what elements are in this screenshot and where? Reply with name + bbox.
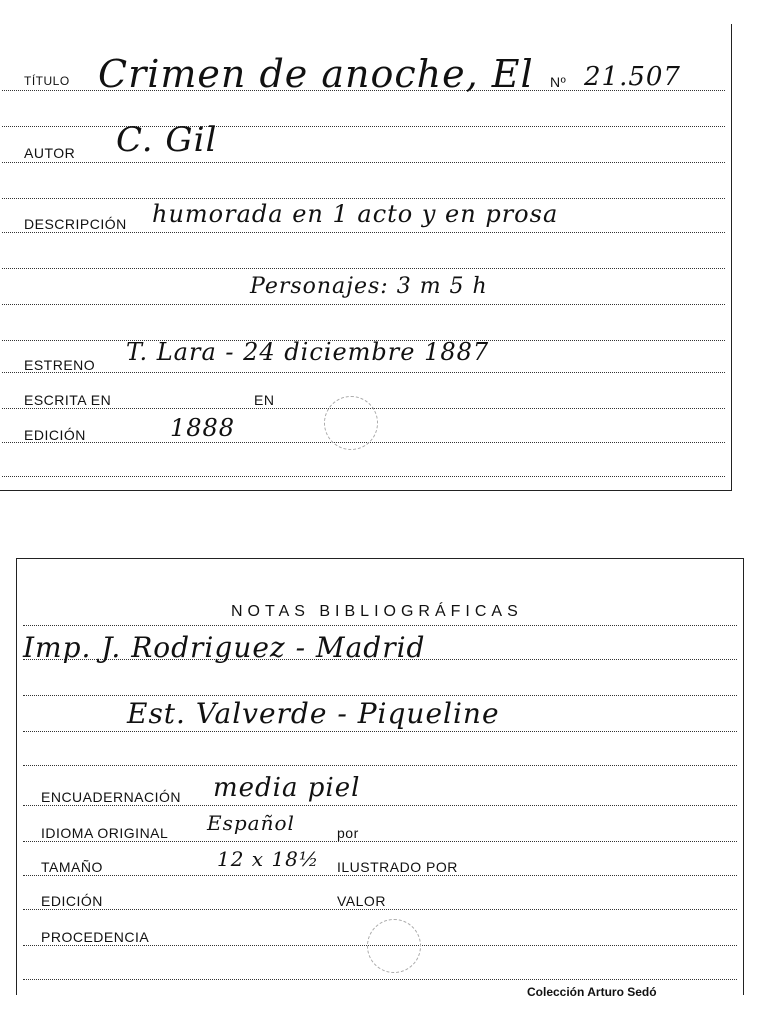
procedencia-label: PROCEDENCIA	[41, 929, 150, 945]
estreno-label: ESTRENO	[24, 357, 96, 373]
autor-label: AUTOR	[24, 145, 76, 161]
dotted-rule	[2, 476, 725, 477]
tamano-label: TAMAÑO	[41, 859, 103, 875]
dotted-rule	[23, 841, 737, 842]
edicion-label-bottom: EDICIÓN	[41, 893, 103, 909]
notas-value-1: Imp. J. Rodriguez - Madrid	[23, 631, 426, 664]
descripcion-value-2: Personajes: 3 m 5 h	[250, 274, 488, 299]
escrita-en-label: ESCRITA EN	[24, 392, 112, 408]
notas-heading: NOTAS BIBLIOGRÁFICAS	[231, 603, 523, 620]
collection-credit: Colección Arturo Sedó	[527, 985, 657, 999]
titulo-value: Crimen de anoche, El	[98, 52, 534, 96]
numero-label: Nº	[550, 74, 567, 90]
dotted-rule	[23, 765, 737, 766]
catalog-card-top	[0, 24, 732, 491]
edicion-label: EDICIÓN	[24, 427, 86, 443]
dotted-rule	[23, 909, 737, 910]
dotted-rule	[23, 695, 737, 696]
idioma-label: IDIOMA ORIGINAL	[41, 825, 169, 841]
descripcion-label: DESCRIPCIÓN	[24, 216, 127, 232]
dotted-rule	[2, 304, 725, 305]
dotted-rule	[23, 625, 737, 626]
punch-hole	[324, 396, 378, 450]
dotted-rule	[23, 875, 737, 876]
dotted-rule	[2, 372, 725, 373]
punch-hole	[367, 919, 421, 973]
en-label: EN	[254, 392, 275, 408]
ilustrado-label: ILUSTRADO POR	[337, 859, 458, 875]
dotted-rule	[23, 805, 737, 806]
dotted-rule	[2, 162, 725, 163]
encuadernacion-label: ENCUADERNACIÓN	[41, 789, 182, 805]
descripcion-value-1: humorada en 1 acto y en prosa	[152, 200, 559, 228]
numero-value: 21.507	[584, 62, 681, 92]
por-label: por	[337, 825, 359, 841]
autor-value: C. Gil	[116, 120, 218, 160]
catalog-card-bottom	[16, 558, 744, 999]
dotted-rule	[2, 232, 725, 233]
notas-value-2: Est. Valverde - Piqueline	[127, 697, 500, 730]
dotted-rule	[23, 979, 737, 980]
edicion-value: 1888	[170, 414, 236, 442]
estreno-value: T. Lara - 24 diciembre 1887	[126, 338, 490, 366]
idioma-value: Español	[207, 811, 295, 835]
dotted-rule	[2, 268, 725, 269]
titulo-label: TÍTULO	[24, 74, 70, 88]
encuadernacion-value: media piel	[213, 773, 361, 803]
dotted-rule	[23, 731, 737, 732]
tamano-value: 12 x 18½	[217, 847, 320, 871]
dotted-rule	[2, 126, 725, 127]
valor-label: VALOR	[337, 893, 386, 909]
dotted-rule	[2, 198, 725, 199]
